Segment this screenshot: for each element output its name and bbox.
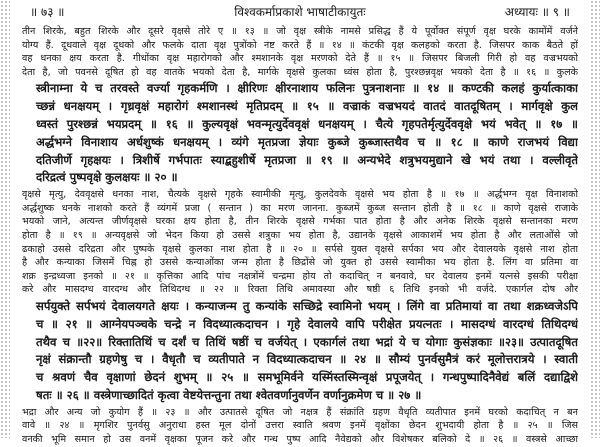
commentary-line: योग्य हैं. दूधवाले वृक्ष दूधको और फलके दाता वृक्ष पुत्रोंको नष्ट करते हैं ॥ १४ ॥ कंटकी वृक्ष कलहको करता है. जिसपर काक बैठते हों — [22, 39, 578, 51]
left-decorative-border — [0, 0, 10, 438]
verse-line: अर्द्धभग्ने विनाशाय अर्धशुष्कं धनक्षयम् । व्यंगे मृतप्रजा ज्ञेयाः कुब्जे कुब्जास्तथैव च ॥ १८ ॥ काणे राजभयं विद्या — [36, 134, 578, 149]
commentary-line: अर्द्धशुष्क धनके नाशको करते हैं व्यंगमें प्रजा ( सन्तान ) का मरण जानना. कुब्जमें कुब्ज सन्तान होती है ॥ १८ ॥ काणे वृक्षसे राजाके — [22, 202, 578, 214]
page-title: विश्वकर्माप्रकाशे भाषाटीकायुतः — [234, 5, 366, 19]
verse-line: च्छन्नं धनक्षयम् । गृध्रवृक्षं महारोगं श्मशानस्थं मृतिप्रदम् ॥ १५ ॥ वज्राकं वज्रभयदं वातदं वातदूषितम् । मार्गवृक्षे कुल — [36, 99, 578, 114]
commentary-line: ढकाहो उससे दरिद्रता और पुष्पके वृक्षसे कुलका नाश होता है ॥ २० ॥ सर्पसे युक्त वृक्षसे सर्पका भय और देवालयके वृक्षसे नाश होता — [22, 243, 578, 255]
verse-line: दरिद्रत्वं पुष्पवृक्षे कुलक्षयः ॥ २० ॥ — [36, 170, 178, 185]
commentary-line: शक्र इन्द्रध्वजा इनको ॥ २१ ॥ कृत्तिका आदि पांच नक्षत्रोंमें चन्द्रमा होय तो कदाचित् न बनवावे, घर देवालय इनमें यत्नसे इसकी परीक्षा — [22, 270, 578, 282]
commentary-line: तीन शिरके, बहुत शिरके और दूसरे वृक्षसे तोरे ए ॥ १३ ॥ जो वृक्ष स्त्रीके नामसे प्रसिद्ध हैं ये पूर्वोक्त संपूर्ण वृक्ष घरके कामोंमें वर्जने — [22, 26, 578, 37]
verse-line: तथैव च ॥२२॥ रिक्तातिथिं च दर्शं च तिथिं षष्ठीं च वर्जयेत् । एकार्गलं तथा भद्रां ये च योगाः कुसंज्ञकाः ॥२३॥ उत्पातदूषित — [36, 334, 578, 349]
verse-line: च ॥ २१ ॥ आग्नेयपञ्चके चन्द्रे न विदध्यात्कदाचन । गृहे देवालये वापि परीक्षेत प्रयत्नतः । मासदग्धं वारदग्धं तिथिदग्धं — [36, 316, 578, 331]
sanskrit-verse-block — [22, 298, 578, 405]
commentary-line: भद्रा और अन्य जो कुयोग हैं ॥ २३ ॥ और उत्पातसे दूषित जो नक्षत्र हैं संक्रांति ग्रहण वैधृति व्यतीपात इनमें घरको कदाचित् न बन — [22, 406, 578, 418]
chapter-label: अध्यायः ॥ ९ ॥ — [504, 5, 570, 19]
commentary-line: देता है, जो पवनसे दूषित हो वह वातके भयको देता है, मार्गके वृक्षसे कुलका ध्वंस होता है, पुरश्छन्नवृक्ष भयको देता है ॥ १६ ॥ कुलके — [22, 66, 578, 78]
verse-line: दतिजीर्णे गृहक्षयः । त्रिशीर्षे गर्भपातः स्याद्बहुशीर्षे मृतप्रजा ॥ १९ ॥ अन्यभेदे शत्रुभयमुद्याने खे भयं तथा । वल्लीवृते — [36, 152, 578, 167]
page-number: ॥ ७३ ॥ — [30, 5, 65, 19]
verse-line: ध्वस्तं पुरश्छन्नं भयप्रदम् ॥ १६ ॥ कुल्यवृक्षं भवन्मृत्युर्देववृक्षं धनक्षयम् । चैत्ये गृहपतेर्मृत्युर्देववृक्षे भयं भवेत् ॥ १७ ॥ — [36, 116, 578, 131]
verse-line: च श्रवणं चैव वृक्षाणां छेदनं शुभम् ॥ २५ ॥ समभूमिर्वने यस्मिंस्तस्मिन्वृक्षं प्रपूजयेत् । गन्धपुष्पादिनैवेद्यं बलिं दद्याद्विशे — [36, 370, 578, 385]
verse-line: सर्पयुक्ते सर्पभयं देवालयगते क्षयः । कन्याजन्म तु कन्यांके सच्छिद्रे स्वामिनो भयम् । लिंगे वा प्रतिमायां वा तथा शक्रध्वजेऽपि — [36, 298, 578, 313]
commentary-line: वावे ॥ २४ ॥ मृगशिर पुनर्वसु अनुराधा हस्त मूल दोनों उत्तरा स्वाति श्रवण इनमें वृक्षोंका छेदन शुभदायी होता है ॥ २५ ॥ जिस — [22, 420, 578, 432]
verse-line: स्त्रीनाम्ना ये च तरवस्ते वर्ज्या गृहकर्मणि । क्षीरिणः क्षीरनाशाय फलिनः पुत्रनाशनाः ॥ १४ ॥ कण्टकी कलहं कुर्यात्काका — [36, 81, 578, 96]
commentary-line: वृक्षसे मृत्यु, देववृक्षसे धनका नाश, चैत्यके वृक्षसे गृहके स्वामीकी मृत्यु, कुलदेवके वृक्षसे भय होता है ॥ १७ ॥ अर्द्धभग्न वृक्ष विनाशको — [22, 189, 578, 201]
commentary-line: वनकी भूमि समान हो उस वनमें वृक्षका पूजन करे और गन्ध पुष्प आदि नैवेद्यको और विशेषकर बलिको दे ॥ २६ ॥ वस्त्रसे आच्छा — [22, 433, 578, 445]
verse-line: नृक्षं संक्रान्तौ ग्रहणेषु च । वैधृतौ च व्यतीपाते न विदध्यात्कदाचन ॥ २४ ॥ सौम्यं पुनर्वसुमैत्रं करं मूलोत्तरात्रये । स्वाती — [36, 352, 578, 367]
hindi-commentary-block — [22, 406, 578, 447]
hindi-commentary-block — [22, 188, 578, 297]
commentary-line: होता है ॥ १९ ॥ अन्यवृक्षसे जो भेदन किया हो उससे शत्रुका भय होता है, उद्यानके वृक्षसे आकाशमें भय होता है और लताओंसे जो — [22, 229, 578, 241]
hindi-commentary-block — [22, 25, 578, 79]
commentary-line: भयको जाने, अत्यन्त जीर्णवृक्षसे घरका क्षय होता है, तीन शिरके वृक्षसे गर्भका पात होता है और अनेक शिरके वृक्षसे सन्तानका मरण — [22, 216, 578, 228]
commentary-line: करे और मासदग्ध वारदग्ध और तिथिदग्ध ॥ २२ ॥ रिक्ता तिथि अमावस्या और षष्ठी ६ तिथि इनको भी वर्जदे. एकार्गल दोष और — [22, 284, 578, 296]
commentary-line: वह धनका क्षय करता है. गीधोंका वृक्ष महारोगको और श्मशानके वृक्ष मरणको देते हैं ॥ १५ ॥ जिसपर बिजली गिरी हो वह वज्रभयको — [22, 53, 578, 65]
page-header — [22, 3, 578, 21]
commentary-line: है और कन्याका जिसमें चिह्न हो उससे कन्याओंका जन्म होता है छिद्रोंसे जो युक्त हो उससे स्वामीका भय होता है. लिंग वा प्रतिमा वा — [22, 257, 578, 269]
sanskrit-verse-block — [22, 80, 578, 187]
right-decorative-border — [590, 0, 600, 438]
page-body — [22, 24, 578, 447]
verse-line: षतः ॥ २६ ॥ वस्त्रेणाच्छादितं कृत्वा वेष्टयेत्तन्तुना तथा श्वेतवर्णानुवर्णेन वर्णानुक्रमेण च ॥ २७ ॥ — [36, 387, 422, 402]
